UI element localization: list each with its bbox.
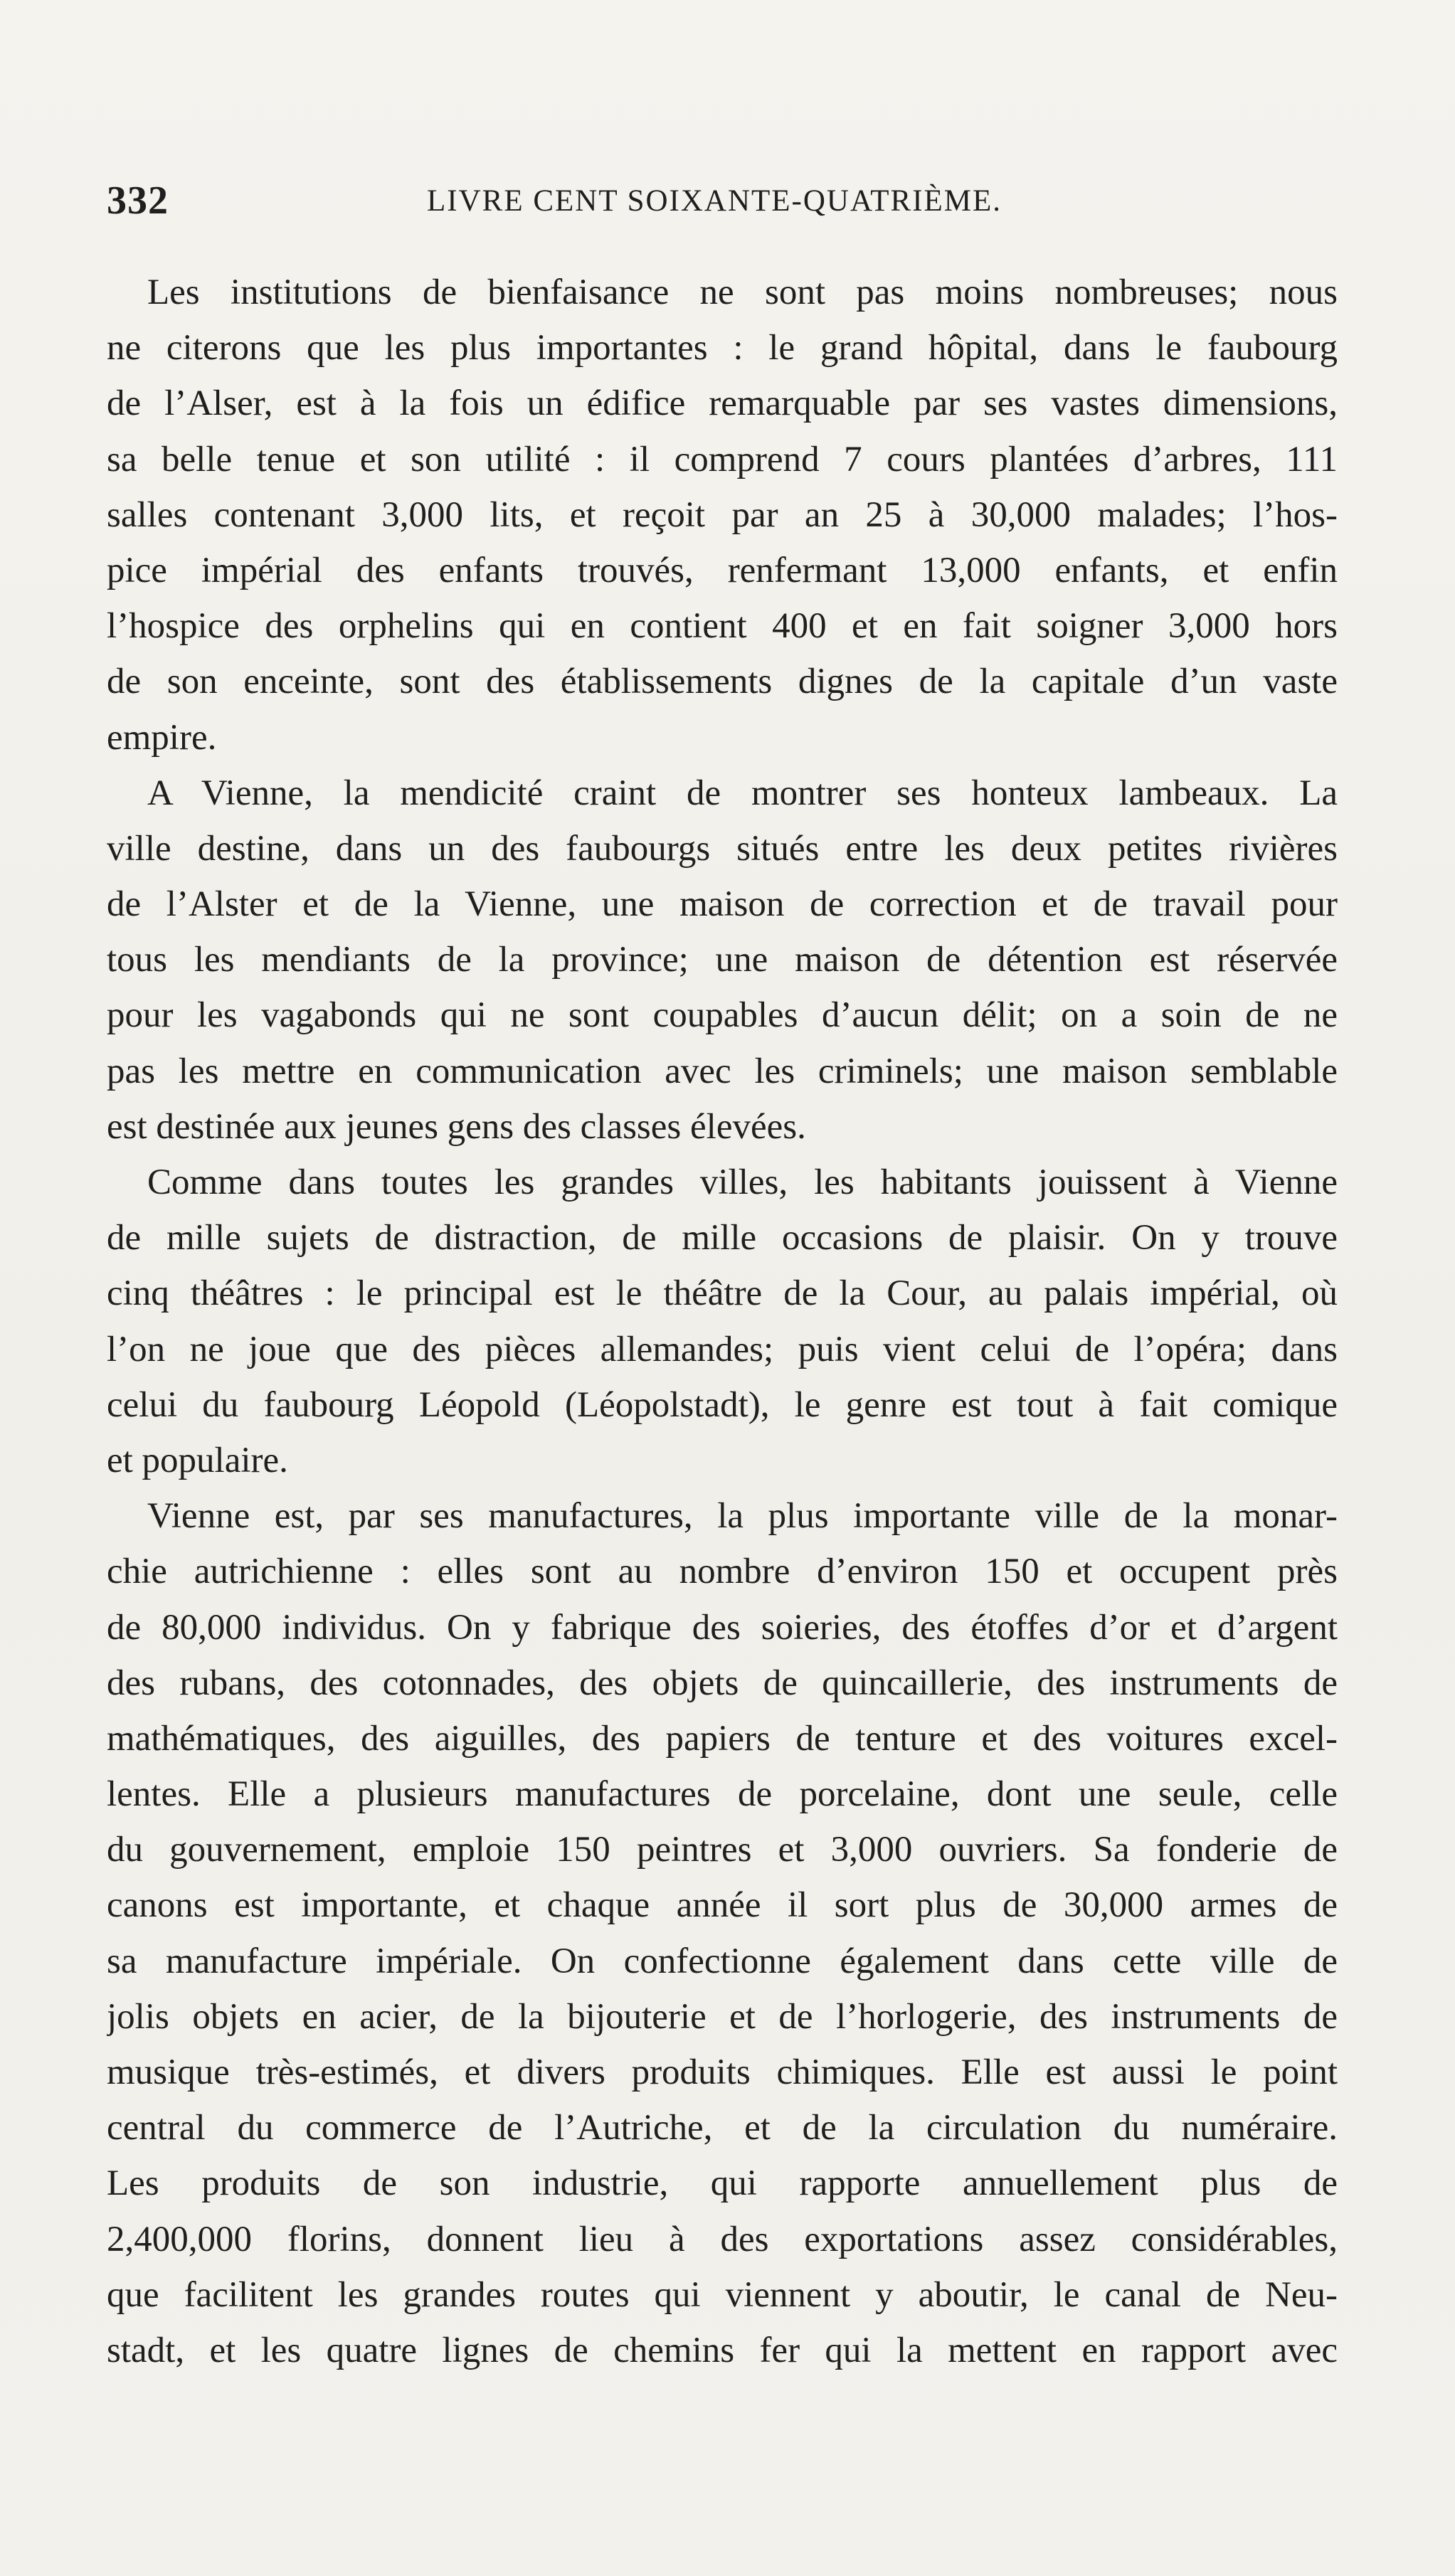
text-line: celui du faubourg Léopold (Léopolstadt), le genre est tout à fait comique [107,1384,1338,1425]
text-line: ne citerons que les plus importantes : le grand hôpital, dans le faubourg [107,328,1338,369]
body-text [107,265,1338,2378]
text-line: de l’Alster et de la Vienne, une maison de correction et de travail pour [107,884,1338,925]
text-line: ville destine, dans un des faubourgs situés entre les deux petites rivières [107,828,1338,869]
text-line: pice impérial des enfants trouvés, renfermant 13,000 enfants, et enfin [107,550,1338,590]
text-line: de son enceinte, sont des établissements dignes de la capitale d’un vaste [107,662,1338,702]
text-line: mathématiques, des aiguilles, des papiers de tenture et des voitures excel- [107,1718,1338,1759]
text-line: de 80,000 individus. On y fabrique des soieries, des étoffes d’or et d’argent [107,1607,1338,1648]
page-header [107,178,1352,228]
text-line: lentes. Elle a plusieurs manufactures de porcelaine, dont une seule, celle [107,1774,1338,1815]
text-line: est destinée aux jeunes gens des classes élevées. [107,1106,806,1147]
text-line: de l’Alser, est à la fois un édifice remarquable par ses vastes dimensions, [107,383,1338,424]
text-line: salles contenant 3,000 lits, et reçoit par an 25 à 30,000 malades; l’hos- [107,494,1338,535]
text-line: Les produits de son industrie, qui rapporte annuellement plus de [107,2163,1338,2204]
text-line: pour les vagabonds qui ne sont coupables d’aucun délit; on a soin de ne [107,995,1338,1036]
page-number: 332 [107,179,169,223]
text-line: Les institutions de bienfaisance ne sont pas moins nombreuses; nous [147,272,1338,312]
text-line: 2,400,000 florins, donnent lieu à des exportations assez considérables, [107,2219,1338,2259]
text-line: des rubans, des cotonnades, des objets de quincaillerie, des instruments de [107,1663,1338,1703]
text-line: tous les mendiants de la province; une maison de détention est réservée [107,940,1338,980]
text-line: chie autrichienne : elles sont au nombre d’environ 150 et occupent près [107,1552,1338,1592]
text-line: A Vienne, la mendicité craint de montrer ses honteux lambeaux. La [147,773,1338,813]
text-line: Vienne est, par ses manufactures, la plus importante ville de la monar- [147,1496,1338,1537]
text-line: empire. [107,717,217,758]
running-title: LIVRE CENT SOIXANTE-QUATRIÈME. [427,184,1002,218]
text-line: que facilitent les grandes routes qui viennent y aboutir, le canal de Neu- [107,2274,1338,2315]
text-line: l’hospice des orphelins qui en contient 400 et en fait soigner 3,000 hors [107,606,1338,647]
text-line: musique très-estimés, et divers produits chimiques. Elle est aussi le point [107,2052,1338,2092]
text-line: jolis objets en acier, de la bijouterie et de l’horlogerie, des instruments de [107,1996,1338,2037]
text-line: l’on ne joue que des pièces allemandes; puis vient celui de l’opéra; dans [107,1329,1338,1369]
text-line: canons est importante, et chaque année il sort plus de 30,000 armes de [107,1885,1338,1926]
text-line: et populaire. [107,1440,288,1480]
text-line: sa manufacture impériale. On confectionne également dans cette ville de [107,1941,1338,1981]
text-line: pas les mettre en communication avec les criminels; une maison semblable [107,1051,1338,1091]
text-line: stadt, et les quatre lignes de chemins fer qui la mettent en rapport avec [107,2330,1338,2370]
text-line: de mille sujets de distraction, de mille occasions de plaisir. On y trouve [107,1218,1338,1258]
text-line: cinq théâtres : le principal est le théâtre de la Cour, au palais impérial, où [107,1273,1338,1314]
text-line: sa belle tenue et son utilité : il comprend 7 cours plantées d’arbres, 111 [107,439,1338,479]
text-line: Comme dans toutes les grandes villes, les habitants jouissent à Vienne [147,1162,1338,1202]
text-line: central du commerce de l’Autriche, et de la circulation du numéraire. [107,2108,1338,2148]
text-line: du gouvernement, emploie 150 peintres et 3,000 ouvriers. Sa fonderie de [107,1830,1338,1870]
